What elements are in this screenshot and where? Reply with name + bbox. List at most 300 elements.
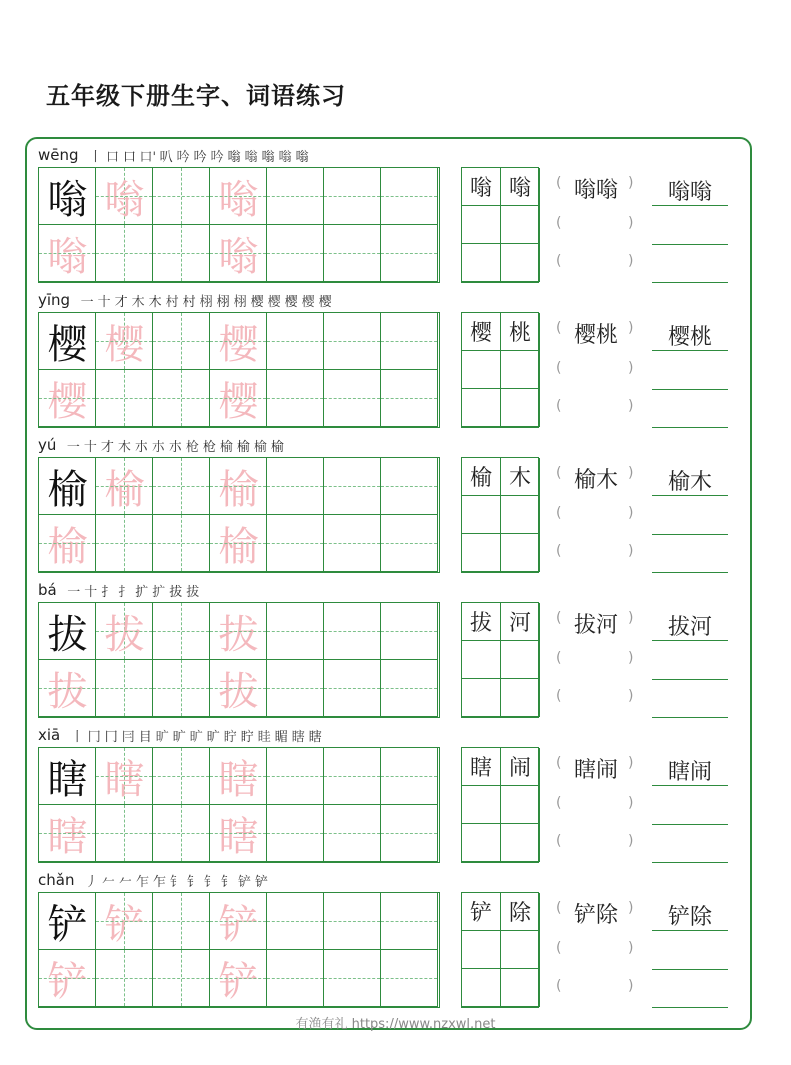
stroke-step: 𠂉 [101, 874, 115, 890]
stroke-step: 口 [123, 149, 137, 165]
writing-cell[interactable] [267, 225, 324, 282]
stroke-step: 𠂉 [118, 874, 132, 890]
writing-cell[interactable] [381, 660, 438, 717]
pinyin: yīng [38, 291, 71, 309]
paren-close: ) [628, 543, 634, 559]
trace-character: 瞎 [104, 757, 145, 803]
paren-open: ( [556, 505, 562, 521]
writing-cell[interactable] [267, 950, 324, 1007]
word-example: 樱桃 [573, 323, 618, 348]
writing-cell[interactable] [210, 225, 267, 282]
stroke-step: 旷 [172, 729, 186, 745]
paren-open: ( [556, 320, 562, 336]
word-cell[interactable]: 嗡 [501, 168, 540, 206]
paren-open: ( [556, 610, 562, 626]
stroke-step: 钅 [186, 874, 200, 890]
writing-line[interactable] [652, 205, 728, 206]
writing-cell[interactable] [324, 660, 381, 717]
pinyin-blank-column [556, 747, 636, 863]
writing-line[interactable] [652, 495, 728, 496]
word-cell[interactable] [501, 824, 540, 862]
stroke-order [80, 291, 332, 310]
stroke-step: 眝 [240, 729, 254, 745]
stroke-step: 朩 [134, 439, 148, 455]
writing-line[interactable] [652, 389, 728, 390]
word-writing-lines [652, 167, 728, 283]
writing-cell[interactable] [210, 893, 267, 950]
stroke-step: 铲 [254, 874, 268, 890]
word-cell[interactable]: 桃 [501, 313, 540, 351]
word-cell[interactable]: 瞎 [462, 748, 501, 786]
stroke-step: 嗡 [295, 149, 309, 165]
word-cell[interactable] [501, 969, 540, 1007]
word-cell[interactable] [501, 496, 540, 534]
paren-close: ) [628, 650, 634, 666]
writing-cell[interactable] [210, 603, 267, 660]
writing-cell[interactable] [210, 313, 267, 370]
writing-cell[interactable] [267, 893, 324, 950]
word-cell[interactable] [462, 824, 501, 862]
writing-line[interactable] [652, 717, 728, 718]
trace-character: 铲 [218, 959, 259, 1005]
writing-cell[interactable] [324, 748, 381, 805]
stroke-step: 樱 [318, 294, 332, 310]
writing-cell[interactable] [39, 313, 96, 370]
writing-cell[interactable] [210, 458, 267, 515]
word-grid [461, 457, 539, 573]
word-writing-lines [652, 457, 728, 573]
paren-open: ( [556, 175, 562, 191]
word-grid [461, 167, 539, 283]
writing-cell[interactable] [153, 458, 210, 515]
writing-cell[interactable] [153, 225, 210, 282]
word-cell[interactable] [501, 786, 540, 824]
writing-line[interactable] [652, 930, 728, 931]
stroke-step: 樱 [267, 294, 281, 310]
writing-cell[interactable] [153, 805, 210, 862]
pinyin-blank-column [556, 457, 636, 573]
trace-character: 铲 [218, 902, 259, 948]
writing-cell[interactable] [153, 893, 210, 950]
stroke-step: 木 [131, 294, 145, 310]
word-cell[interactable] [462, 351, 501, 389]
writing-cell[interactable] [210, 805, 267, 862]
writing-cell[interactable] [96, 950, 153, 1007]
paren-open: ( [556, 978, 562, 994]
writing-cell[interactable] [39, 748, 96, 805]
trace-character: 瞎 [47, 814, 88, 860]
writing-cell[interactable] [267, 515, 324, 572]
word-cell[interactable]: 拔 [462, 603, 501, 641]
pinyin-stroke-row [38, 435, 284, 455]
stroke-step: 榆 [270, 439, 284, 455]
paren-open: ( [556, 465, 562, 481]
writing-cell[interactable] [210, 660, 267, 717]
writing-cell[interactable] [381, 805, 438, 862]
writing-cell[interactable] [96, 313, 153, 370]
pinyin-stroke-row [38, 145, 309, 165]
char-section [0, 435, 791, 580]
writing-cell[interactable] [39, 515, 96, 572]
stroke-step: 旷 [189, 729, 203, 745]
pinyin: wēng [38, 146, 79, 164]
trace-character: 樱 [218, 379, 259, 425]
paren-close: ) [628, 253, 634, 269]
trace-character: 瞎 [218, 757, 259, 803]
writing-cell[interactable] [153, 748, 210, 805]
writing-cell[interactable] [381, 370, 438, 427]
paren-close: ) [628, 465, 634, 481]
writing-cell[interactable] [39, 458, 96, 515]
paren-open: ( [556, 543, 562, 559]
word-example: 瞎闹 [573, 758, 618, 783]
stroke-step: 樱 [284, 294, 298, 310]
paren-open: ( [556, 688, 562, 704]
trace-character: 拔 [218, 669, 259, 715]
word-writing-lines [652, 312, 728, 428]
word-cell[interactable] [501, 641, 540, 679]
paren-open: ( [556, 900, 562, 916]
pinyin: xiā [38, 726, 61, 744]
writing-cell[interactable] [153, 660, 210, 717]
stroke-step: 一 [67, 584, 81, 600]
word-cell[interactable] [501, 931, 540, 969]
stroke-step: 吟 [210, 149, 224, 165]
writing-cell[interactable] [324, 458, 381, 515]
word-cell[interactable] [462, 969, 501, 1007]
word-cell[interactable] [462, 786, 501, 824]
stroke-step: 栩 [216, 294, 230, 310]
writing-cell[interactable] [96, 660, 153, 717]
writing-grid [38, 457, 440, 573]
word-cell[interactable]: 木 [501, 458, 540, 496]
writing-grid [38, 312, 440, 428]
writing-cell[interactable] [324, 168, 381, 225]
word-cell[interactable] [462, 534, 501, 572]
writing-grid [38, 892, 440, 1008]
stroke-step: 嗡 [244, 149, 258, 165]
writing-cell[interactable] [324, 370, 381, 427]
writing-cell[interactable] [96, 748, 153, 805]
writing-cell[interactable] [381, 458, 438, 515]
trace-character: 嗡 [218, 234, 259, 280]
stroke-step: 嗡 [227, 149, 241, 165]
writing-line[interactable] [652, 969, 728, 970]
writing-cell[interactable] [324, 950, 381, 1007]
writing-cell[interactable] [153, 603, 210, 660]
stroke-order [84, 871, 268, 890]
paren-close: ) [628, 833, 634, 849]
writing-cell[interactable] [96, 515, 153, 572]
writing-line[interactable] [652, 350, 728, 351]
stroke-order [67, 581, 200, 600]
paren-close: ) [628, 688, 634, 704]
writing-cell[interactable] [381, 313, 438, 370]
writing-cell[interactable] [381, 168, 438, 225]
writing-cell[interactable] [39, 370, 96, 427]
word-example: 樱桃 [667, 325, 712, 350]
writing-cell[interactable] [39, 893, 96, 950]
stroke-step: 十 [84, 584, 98, 600]
word-writing-lines [652, 602, 728, 718]
writing-line[interactable] [652, 679, 728, 680]
stroke-step: 栩 [199, 294, 213, 310]
writing-cell[interactable] [96, 603, 153, 660]
trace-character: 嗡 [218, 177, 259, 223]
writing-cell[interactable] [210, 168, 267, 225]
writing-cell[interactable] [39, 225, 96, 282]
writing-line[interactable] [652, 640, 728, 641]
paren-close: ) [628, 795, 634, 811]
stroke-step: 才 [114, 294, 128, 310]
pinyin-blank-column [556, 167, 636, 283]
paren-close: ) [628, 320, 634, 336]
writing-cell[interactable] [267, 603, 324, 660]
writing-grid [38, 602, 440, 718]
trace-character: 拔 [47, 669, 88, 715]
writing-cell[interactable] [39, 660, 96, 717]
paren-close: ) [628, 940, 634, 956]
word-cell[interactable]: 嗡 [462, 168, 501, 206]
writing-cell[interactable] [324, 515, 381, 572]
paren-open: ( [556, 650, 562, 666]
writing-line[interactable] [652, 824, 728, 825]
paren-close: ) [628, 610, 634, 626]
writing-cell[interactable] [324, 893, 381, 950]
trace-character: 瞎 [218, 814, 259, 860]
writing-cell[interactable] [153, 950, 210, 1007]
writing-cell[interactable] [210, 370, 267, 427]
writing-cell[interactable] [39, 950, 96, 1007]
stroke-step: 朩 [168, 439, 182, 455]
writing-cell[interactable] [267, 458, 324, 515]
word-cell[interactable] [462, 679, 501, 717]
trace-character: 榆 [47, 524, 88, 570]
char-section [0, 870, 791, 1015]
stroke-step: 旷 [206, 729, 220, 745]
paren-open: ( [556, 215, 562, 231]
writing-cell[interactable] [267, 748, 324, 805]
paren-open: ( [556, 755, 562, 771]
writing-line[interactable] [652, 427, 728, 428]
writing-cell[interactable] [39, 168, 96, 225]
stroke-step: 木 [117, 439, 131, 455]
writing-line[interactable] [652, 282, 728, 283]
stroke-step: 榆 [236, 439, 250, 455]
writing-cell[interactable] [210, 748, 267, 805]
pinyin-blank-column [556, 312, 636, 428]
word-cell[interactable] [501, 244, 540, 282]
writing-cell[interactable] [96, 168, 153, 225]
writing-cell[interactable] [324, 805, 381, 862]
word-cell[interactable] [462, 244, 501, 282]
stroke-step: 吟 [193, 149, 207, 165]
writing-cell[interactable] [381, 515, 438, 572]
stroke-step: 钅 [203, 874, 217, 890]
pinyin: yú [38, 436, 57, 454]
writing-cell[interactable] [96, 458, 153, 515]
writing-cell[interactable] [381, 893, 438, 950]
stroke-step: 口' [139, 149, 157, 165]
paren-open: ( [556, 360, 562, 376]
trace-character: 嗡 [47, 234, 88, 280]
writing-cell[interactable] [96, 225, 153, 282]
word-cell[interactable] [501, 679, 540, 717]
writing-line[interactable] [652, 785, 728, 786]
writing-cell[interactable] [39, 805, 96, 862]
paren-close: ) [628, 900, 634, 916]
word-grid [461, 892, 539, 1008]
word-cell[interactable]: 樱 [462, 313, 501, 351]
paren-close: ) [628, 215, 634, 231]
writing-cell[interactable] [153, 168, 210, 225]
writing-line[interactable] [652, 572, 728, 573]
word-example: 拔河 [573, 613, 618, 638]
pinyin-stroke-row [38, 870, 268, 890]
paren-open: ( [556, 795, 562, 811]
word-cell[interactable] [462, 206, 501, 244]
stroke-step: 一 [80, 294, 94, 310]
writing-cell[interactable] [267, 168, 324, 225]
word-cell[interactable]: 铲 [462, 893, 501, 931]
stroke-step: 榆 [253, 439, 267, 455]
writing-line[interactable] [652, 862, 728, 863]
writing-cell[interactable] [381, 225, 438, 282]
writing-cell[interactable] [96, 370, 153, 427]
stroke-step: 丨 [70, 729, 84, 745]
writing-cell[interactable] [381, 603, 438, 660]
writing-cell[interactable] [381, 748, 438, 805]
writing-cell[interactable] [153, 313, 210, 370]
word-cell[interactable] [501, 206, 540, 244]
writing-cell[interactable] [39, 603, 96, 660]
paren-open: ( [556, 833, 562, 849]
word-cell[interactable]: 闹 [501, 748, 540, 786]
word-example: 铲除 [573, 903, 618, 928]
writing-cell[interactable] [153, 515, 210, 572]
pinyin: chǎn [38, 871, 75, 889]
stroke-step: 扌 [118, 584, 132, 600]
page-title: 五年级下册生字、词语练习 [46, 82, 346, 110]
stroke-order [66, 436, 284, 455]
stroke-step: 樱 [301, 294, 315, 310]
writing-cell[interactable] [381, 950, 438, 1007]
stroke-step: 冃 [121, 729, 135, 745]
stroke-step: 榆 [219, 439, 233, 455]
word-cell[interactable] [462, 389, 501, 427]
model-character: 樱 [47, 322, 88, 368]
stroke-step: 一 [66, 439, 80, 455]
word-cell[interactable]: 榆 [462, 458, 501, 496]
word-example: 拔河 [667, 615, 712, 640]
trace-character: 铲 [47, 959, 88, 1005]
stroke-step: 栩 [233, 294, 247, 310]
stroke-step: 冂 [104, 729, 118, 745]
paren-open: ( [556, 398, 562, 414]
stroke-order [89, 146, 310, 165]
writing-cell[interactable] [267, 805, 324, 862]
trace-character: 拔 [104, 612, 145, 658]
model-character: 嗡 [47, 177, 88, 223]
stroke-step: 瞎 [291, 729, 305, 745]
stroke-step: 十 [97, 294, 111, 310]
model-character: 瞎 [47, 757, 88, 803]
stroke-step: 嗡 [278, 149, 292, 165]
trace-character: 铲 [104, 902, 145, 948]
paren-close: ) [628, 978, 634, 994]
word-example: 铲除 [667, 905, 712, 930]
writing-cell[interactable] [210, 515, 267, 572]
pinyin: bá [38, 581, 57, 599]
word-cell[interactable] [501, 351, 540, 389]
writing-cell[interactable] [267, 660, 324, 717]
writing-cell[interactable] [210, 950, 267, 1007]
trace-character: 榆 [104, 467, 145, 513]
stroke-step: 嗡 [261, 149, 275, 165]
writing-cell[interactable] [324, 603, 381, 660]
stroke-step: 钅 [169, 874, 183, 890]
writing-cell[interactable] [324, 225, 381, 282]
word-example: 榆木 [573, 468, 618, 493]
word-example: 瞎闹 [667, 760, 712, 785]
stroke-step: 瞎 [308, 729, 322, 745]
stroke-step: 丨 [89, 149, 103, 165]
stroke-step: 吟 [176, 149, 190, 165]
paren-close: ) [628, 398, 634, 414]
pinyin-stroke-row [38, 580, 200, 600]
char-section [0, 290, 791, 435]
trace-character: 榆 [218, 524, 259, 570]
writing-cell[interactable] [96, 893, 153, 950]
writing-line[interactable] [652, 534, 728, 535]
writing-line[interactable] [652, 1007, 728, 1008]
paren-close: ) [628, 175, 634, 191]
paren-close: ) [628, 505, 634, 521]
word-cell[interactable] [501, 534, 540, 572]
word-cell[interactable] [462, 496, 501, 534]
stroke-step: 拔 [186, 584, 200, 600]
stroke-step: 十 [83, 439, 97, 455]
word-writing-lines [652, 892, 728, 1008]
paren-open: ( [556, 253, 562, 269]
word-cell[interactable] [462, 641, 501, 679]
stroke-step: 朩 [151, 439, 165, 455]
word-cell[interactable] [462, 931, 501, 969]
stroke-step: 冂 [87, 729, 101, 745]
word-writing-lines [652, 747, 728, 863]
paren-open: ( [556, 940, 562, 956]
writing-cell[interactable] [153, 370, 210, 427]
stroke-step: 旷 [155, 729, 169, 745]
stroke-step: 睸 [274, 729, 288, 745]
writing-cell[interactable] [267, 370, 324, 427]
stroke-step: 目 [138, 729, 152, 745]
char-section [0, 145, 791, 290]
trace-character: 樱 [104, 322, 145, 368]
model-character: 拔 [47, 612, 88, 658]
stroke-step: 扌 [101, 584, 115, 600]
word-cell[interactable]: 除 [501, 893, 540, 931]
pinyin-blank-column [556, 892, 636, 1008]
writing-cell[interactable] [96, 805, 153, 862]
stroke-step: 乍 [152, 874, 166, 890]
writing-cell[interactable] [267, 313, 324, 370]
word-cell[interactable]: 河 [501, 603, 540, 641]
model-character: 铲 [47, 902, 88, 948]
word-cell[interactable] [501, 389, 540, 427]
writing-line[interactable] [652, 244, 728, 245]
writing-cell[interactable] [324, 313, 381, 370]
